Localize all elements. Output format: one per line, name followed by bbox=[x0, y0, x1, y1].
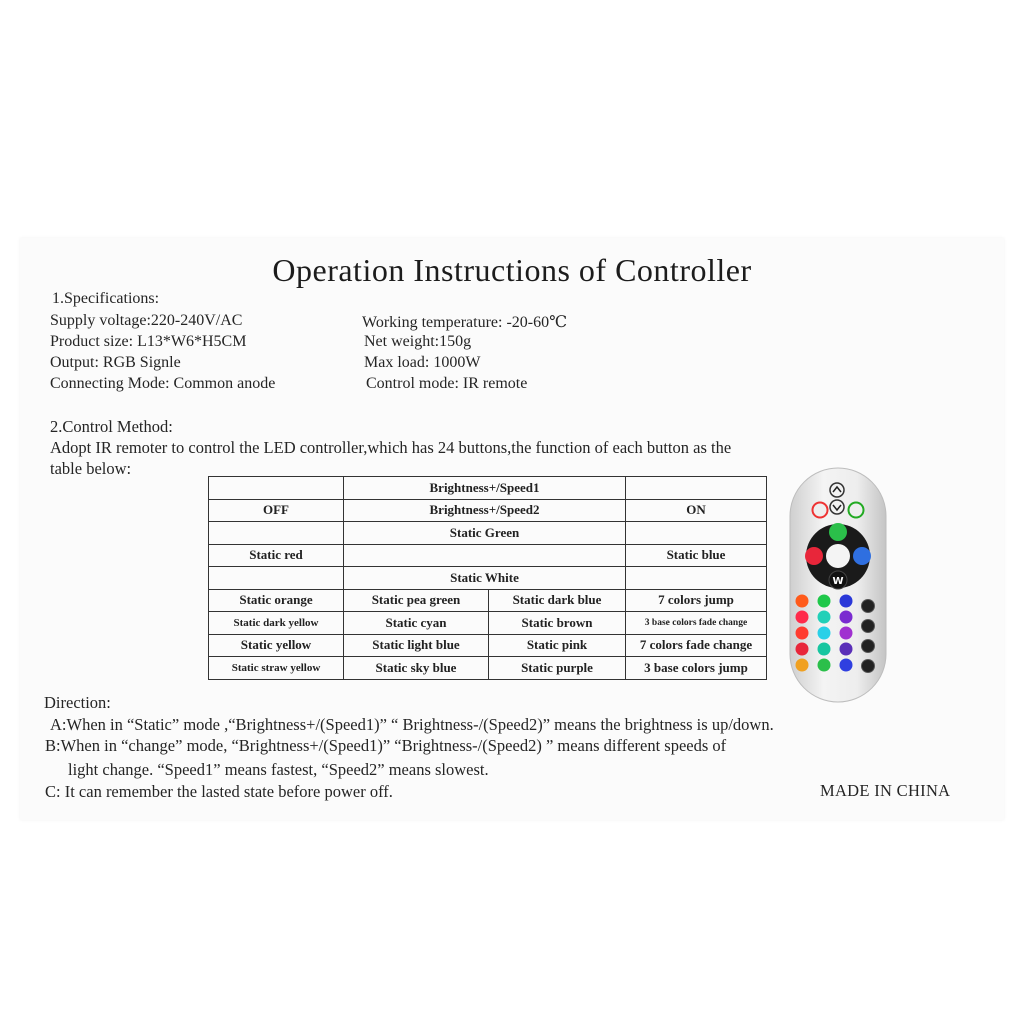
table-cell: ON bbox=[626, 499, 767, 522]
spec-product-size: Product size: L13*W6*H5CM bbox=[50, 333, 247, 350]
control-method-line1: Adopt IR remoter to control the LED controller,which has 24 buttons,the function of each button as the bbox=[50, 438, 732, 457]
table-cell bbox=[626, 567, 767, 590]
purple-button-icon bbox=[840, 643, 853, 656]
brown-button-icon bbox=[840, 611, 853, 624]
table-cell: 3 base colors jump bbox=[626, 657, 767, 680]
table-row bbox=[209, 567, 767, 590]
table-row bbox=[209, 634, 767, 657]
table-cell: Brightness+/Speed1 bbox=[344, 477, 626, 500]
control-method-heading: 2.Control Method: bbox=[50, 417, 173, 436]
extra-blue-button-icon bbox=[840, 659, 853, 672]
table-cell bbox=[209, 522, 344, 545]
table-cell bbox=[209, 567, 344, 590]
brightness-up-icon bbox=[830, 483, 844, 497]
table-cell: Static dark blue bbox=[489, 589, 626, 612]
blue-button-icon bbox=[853, 547, 871, 565]
table-cell: Static purple bbox=[489, 657, 626, 680]
table-cell: Static pink bbox=[489, 634, 626, 657]
red-button-icon bbox=[805, 547, 823, 565]
ir-remote-illustration bbox=[788, 466, 888, 704]
brightness-down-icon bbox=[830, 500, 844, 514]
table-cell: Static dark yellow bbox=[209, 612, 344, 635]
cyan-button-icon bbox=[818, 611, 831, 624]
direction-b-line1: B:When in “change” mode, “Brightness+/(Speed1)” “Brightness-/(Speed2) ” means different speeds of bbox=[45, 736, 727, 755]
table-cell: Static light blue bbox=[344, 634, 489, 657]
spec-connecting-mode: Connecting Mode: Common anode bbox=[50, 375, 276, 392]
jump7-button-icon bbox=[862, 600, 875, 613]
white-w-label: W bbox=[832, 576, 844, 587]
table-cell: 7 colors jump bbox=[626, 589, 767, 612]
table-cell: Static yellow bbox=[209, 634, 344, 657]
table-cell: Static White bbox=[344, 567, 626, 590]
direction-heading: Direction: bbox=[44, 693, 111, 712]
table-cell: 7 colors fade change bbox=[626, 634, 767, 657]
extra-button-icon bbox=[796, 659, 809, 672]
table-cell: Static cyan bbox=[344, 612, 489, 635]
table-cell bbox=[626, 477, 767, 500]
table-cell: Static orange bbox=[209, 589, 344, 612]
yellow-button-icon bbox=[796, 627, 809, 640]
table-cell bbox=[344, 544, 626, 567]
direction-b-line2: light change. “Speed1” means fastest, “Speed2” means slowest. bbox=[68, 760, 489, 779]
table-cell: Static blue bbox=[626, 544, 767, 567]
button-function-table bbox=[208, 476, 767, 680]
orange-button-icon bbox=[796, 595, 809, 608]
pink-button-icon bbox=[840, 627, 853, 640]
center-white-button bbox=[826, 544, 850, 568]
green-button-icon bbox=[829, 523, 847, 541]
spec-output: Output: RGB Signle bbox=[50, 354, 181, 371]
table-cell bbox=[209, 477, 344, 500]
table-row bbox=[209, 589, 767, 612]
table-cell: OFF bbox=[209, 499, 344, 522]
extra-green-button-icon bbox=[818, 659, 831, 672]
made-in-china-label: MADE IN CHINA bbox=[820, 781, 951, 800]
table-cell: Static pea green bbox=[344, 589, 489, 612]
fade7-button-icon bbox=[862, 640, 875, 653]
page-title: Operation Instructions of Controller bbox=[272, 252, 752, 288]
spec-supply-voltage: Supply voltage:220-240V/AC bbox=[50, 312, 243, 329]
light-blue-button-icon bbox=[818, 627, 831, 640]
dark-yellow-button-icon bbox=[796, 611, 809, 624]
table-row bbox=[209, 477, 767, 500]
pea-green-button-icon bbox=[818, 595, 831, 608]
spec-max-load: Max load: 1000W bbox=[364, 354, 481, 371]
table-row bbox=[209, 657, 767, 680]
spec-net-weight: Net weight:150g bbox=[364, 333, 472, 350]
on-power-icon bbox=[849, 503, 864, 518]
sky-blue-button-icon bbox=[818, 643, 831, 656]
table-cell: Static straw yellow bbox=[209, 657, 344, 680]
off-power-icon bbox=[813, 503, 828, 518]
direction-c: C: It can remember the lasted state before power off. bbox=[45, 782, 393, 801]
specifications-heading: 1.Specifications: bbox=[52, 290, 160, 307]
table-cell: 3 base colors fade change bbox=[626, 612, 767, 635]
table-cell: Brightness+/Speed2 bbox=[344, 499, 626, 522]
fade3-button-icon bbox=[862, 620, 875, 633]
table-cell: Static red bbox=[209, 544, 344, 567]
table-cell bbox=[626, 522, 767, 545]
jump3-button-icon bbox=[862, 660, 875, 673]
table-row bbox=[209, 499, 767, 522]
table-row bbox=[209, 522, 767, 545]
direction-a: A:When in “Static” mode ,“Brightness+/(Speed1)” “ Brightness-/(Speed2)” means the brightness is up/down. bbox=[50, 715, 774, 734]
dark-blue-button-icon bbox=[840, 595, 853, 608]
table-cell: Static brown bbox=[489, 612, 626, 635]
table-cell: Static sky blue bbox=[344, 657, 489, 680]
table-row bbox=[209, 544, 767, 567]
spec-control-mode: Control mode: IR remote bbox=[366, 375, 528, 392]
straw-yellow-button-icon bbox=[796, 643, 809, 656]
control-method-line2: table below: bbox=[50, 459, 132, 478]
table-row bbox=[209, 612, 767, 635]
spec-working-temperature: Working temperature: -20-60℃ bbox=[362, 314, 567, 331]
table-cell: Static Green bbox=[344, 522, 626, 545]
